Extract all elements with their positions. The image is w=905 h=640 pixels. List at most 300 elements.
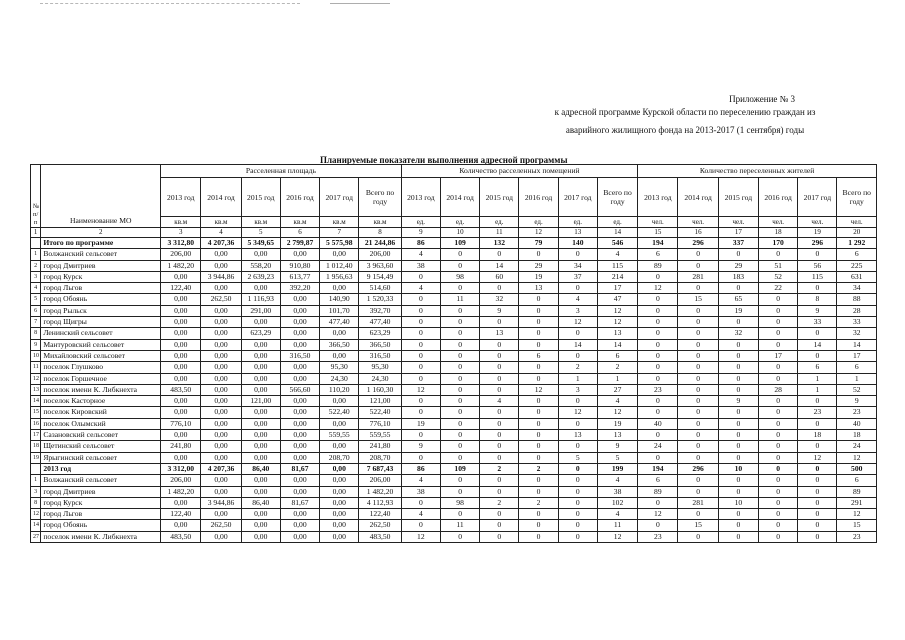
year-header: 2016 год [759, 178, 798, 217]
value-cell: 0 [638, 407, 678, 418]
year-header: Всего по году [359, 178, 401, 217]
value-cell: 0 [798, 249, 837, 260]
value-cell: 0 [440, 418, 479, 429]
value-cell: 281 [678, 271, 718, 282]
row-number: 7 [31, 317, 41, 328]
municipality-name: город Курск [41, 271, 161, 282]
value-cell: 4 [597, 475, 637, 486]
value-cell: 24 [837, 441, 877, 452]
value-cell: 33 [837, 317, 877, 328]
value-cell: 52 [759, 271, 798, 282]
unit-header: кв.м [280, 217, 319, 228]
value-cell: 140,90 [320, 294, 359, 305]
value-cell: 12 [798, 452, 837, 463]
column-number: 3 [161, 228, 201, 238]
value-cell: 0,00 [320, 497, 359, 508]
column-number: 17 [718, 228, 758, 238]
value-cell: 89 [638, 260, 678, 271]
value-cell: 0 [519, 407, 558, 418]
group-header: Расселенная площадь [161, 165, 402, 178]
table-row [31, 339, 877, 350]
municipality-name: город Дмитриев [41, 260, 161, 271]
value-cell: 0 [480, 362, 519, 373]
value-cell: 0 [558, 418, 597, 429]
value-cell: 0 [718, 509, 758, 520]
indicators-table [30, 164, 877, 543]
value-cell: 12 [401, 384, 440, 395]
value-cell: 0 [638, 294, 678, 305]
value-cell: 0,00 [201, 452, 241, 463]
table-row [31, 294, 877, 305]
value-cell: 206,00 [359, 475, 401, 486]
value-cell: 9 [837, 396, 877, 407]
value-cell: 8 [798, 294, 837, 305]
year-header: 2015 год [480, 178, 519, 217]
value-cell: 0 [798, 418, 837, 429]
unit-header: ед. [480, 217, 519, 228]
value-cell: 0,00 [280, 249, 319, 260]
value-cell: 0,00 [280, 294, 319, 305]
value-cell: 0 [759, 339, 798, 350]
value-cell: 0 [678, 475, 718, 486]
value-cell: 0 [480, 373, 519, 384]
value-cell: 115 [597, 260, 637, 271]
unit-header: чел. [837, 217, 877, 228]
value-cell: 27 [597, 384, 637, 395]
value-cell: 0 [759, 418, 798, 429]
value-cell: 392,20 [280, 283, 319, 294]
value-cell: 0 [440, 475, 479, 486]
row-number: 12 [31, 509, 41, 520]
unit-header: ед. [519, 217, 558, 228]
value-cell: 0,00 [241, 486, 280, 497]
value-cell: 0,00 [201, 509, 241, 520]
value-cell: 0 [798, 396, 837, 407]
value-cell: 0 [480, 339, 519, 350]
value-cell: 0,00 [201, 350, 241, 361]
municipality-name: город Дмитриев [41, 486, 161, 497]
value-cell: 0 [480, 249, 519, 260]
value-cell: 12 [519, 384, 558, 395]
year-header: 2017 год [798, 178, 837, 217]
value-cell: 206,00 [359, 249, 401, 260]
value-cell: 0 [718, 520, 758, 531]
row-number: 13 [31, 384, 41, 395]
value-cell: 102 [597, 497, 637, 508]
value-cell: 60 [480, 271, 519, 282]
value-cell: 0,00 [280, 475, 319, 486]
municipality-name: город Щигры [41, 317, 161, 328]
value-cell: 121,00 [359, 396, 401, 407]
value-cell: 0 [401, 350, 440, 361]
value-cell: 2 [597, 362, 637, 373]
value-cell: 0 [480, 384, 519, 395]
value-cell: 9 [718, 396, 758, 407]
value-cell: 0 [759, 475, 798, 486]
year-header: Всего по году [597, 178, 637, 217]
municipality-name: Щетинский сельсовет [41, 441, 161, 452]
row-number: 27 [31, 531, 41, 542]
value-cell: 566,60 [280, 384, 319, 395]
value-cell: 15 [678, 294, 718, 305]
table-row [31, 373, 877, 384]
column-number: 4 [201, 228, 241, 238]
municipality-name: поселок имени К. Либкнехта [41, 531, 161, 542]
value-cell: 0 [759, 520, 798, 531]
value-cell: 98 [440, 271, 479, 282]
value-cell: 296 [798, 238, 837, 249]
appendix-subtitle: к адресной программе Курской области по переселению граждан из [554, 106, 816, 117]
value-cell: 0 [440, 362, 479, 373]
value-cell: 0 [759, 452, 798, 463]
row-number: 1 [31, 249, 41, 260]
appendix-header [505, 94, 865, 137]
table-row [31, 531, 877, 542]
row-number: 17 [31, 430, 41, 441]
value-cell: 4 [401, 283, 440, 294]
value-cell: 0,00 [320, 486, 359, 497]
value-cell: 1 292 [837, 238, 877, 249]
value-cell: 0 [638, 271, 678, 282]
value-cell: 0 [558, 328, 597, 339]
value-cell: 0 [401, 305, 440, 316]
value-cell: 0 [558, 441, 597, 452]
municipality-name: поселок Олымский [41, 418, 161, 429]
value-cell: 110,20 [320, 384, 359, 395]
unit-header: чел. [638, 217, 678, 228]
value-cell: 0 [440, 486, 479, 497]
value-cell: 194 [638, 463, 678, 474]
value-cell: 0,00 [201, 384, 241, 395]
municipality-name: город Курск [41, 497, 161, 508]
value-cell: 0,00 [201, 328, 241, 339]
value-cell: 4 [597, 509, 637, 520]
value-cell: 95,30 [359, 362, 401, 373]
value-cell: 0,00 [241, 317, 280, 328]
value-cell: 281 [678, 497, 718, 508]
value-cell: 23 [837, 407, 877, 418]
value-cell: 199 [597, 463, 637, 474]
value-cell: 0 [638, 373, 678, 384]
value-cell: 0,00 [280, 418, 319, 429]
value-cell: 0 [480, 418, 519, 429]
value-cell: 0,00 [161, 452, 201, 463]
value-cell: 483,50 [359, 531, 401, 542]
value-cell: 0 [638, 317, 678, 328]
row-number: 3 [31, 486, 41, 497]
value-cell: 51 [759, 260, 798, 271]
municipality-name: поселок Касторное [41, 396, 161, 407]
row-number: 12 [31, 373, 41, 384]
value-cell: 0,00 [201, 373, 241, 384]
value-cell: 24,30 [359, 373, 401, 384]
value-cell: 6 [638, 475, 678, 486]
value-cell: 500 [837, 463, 877, 474]
value-cell: 0 [480, 486, 519, 497]
year-header: 2015 год [718, 178, 758, 217]
table-row [31, 238, 877, 249]
value-cell: 86,40 [241, 463, 280, 474]
value-cell: 0 [401, 339, 440, 350]
value-cell: 0,00 [320, 441, 359, 452]
value-cell: 0,00 [201, 249, 241, 260]
value-cell: 0 [798, 328, 837, 339]
value-cell: 86 [401, 238, 440, 249]
value-cell: 0 [678, 384, 718, 395]
value-cell: 483,50 [161, 384, 201, 395]
value-cell: 0 [798, 463, 837, 474]
value-cell: 0 [480, 441, 519, 452]
value-cell: 3 [558, 384, 597, 395]
value-cell: 262,50 [359, 520, 401, 531]
table-row [31, 520, 877, 531]
value-cell: 11 [440, 294, 479, 305]
value-cell: 14 [558, 339, 597, 350]
value-cell: 13 [597, 328, 637, 339]
value-cell: 115 [798, 271, 837, 282]
unit-header: ед. [401, 217, 440, 228]
value-cell: 5 349,65 [241, 238, 280, 249]
value-cell: 0 [440, 509, 479, 520]
table-row [31, 283, 877, 294]
value-cell: 776,10 [359, 418, 401, 429]
value-cell: 1 [798, 373, 837, 384]
value-cell: 0 [798, 283, 837, 294]
value-cell: 170 [759, 238, 798, 249]
value-cell: 0 [558, 283, 597, 294]
value-cell: 0 [558, 249, 597, 260]
row-number: 4 [31, 283, 41, 294]
value-cell: 0,00 [241, 283, 280, 294]
value-cell: 1 160,30 [359, 384, 401, 395]
value-cell: 5 [558, 452, 597, 463]
value-cell: 122,40 [161, 509, 201, 520]
value-cell: 0 [678, 396, 718, 407]
value-cell: 477,40 [359, 317, 401, 328]
value-cell: 0,00 [161, 497, 201, 508]
value-cell: 23 [638, 531, 678, 542]
value-cell: 81,67 [280, 497, 319, 508]
value-cell: 366,50 [359, 339, 401, 350]
value-cell: 0 [759, 463, 798, 474]
value-cell: 12 [597, 317, 637, 328]
value-cell: 0,00 [201, 407, 241, 418]
row-number: 16 [31, 418, 41, 429]
value-cell: 12 [597, 531, 637, 542]
value-cell: 12 [558, 317, 597, 328]
value-cell: 0 [401, 497, 440, 508]
group-header: Количество переселенных жителей [638, 165, 877, 178]
value-cell: 32 [837, 328, 877, 339]
municipality-name: Волжанский сельсовет [41, 249, 161, 260]
value-cell: 0 [638, 452, 678, 463]
value-cell: 214 [597, 271, 637, 282]
column-number: 5 [241, 228, 280, 238]
value-cell: 0 [440, 452, 479, 463]
value-cell: 14 [597, 339, 637, 350]
value-cell: 0 [401, 430, 440, 441]
value-cell: 0 [798, 497, 837, 508]
year-header: 2013 год [401, 178, 440, 217]
value-cell: 0,00 [201, 362, 241, 373]
value-cell: 4 [558, 294, 597, 305]
value-cell: 0 [678, 373, 718, 384]
value-cell: 546 [597, 238, 637, 249]
value-cell: 0 [401, 271, 440, 282]
value-cell: 0 [519, 339, 558, 350]
value-cell: 0 [798, 441, 837, 452]
value-cell: 0 [638, 520, 678, 531]
value-cell: 0 [718, 317, 758, 328]
value-cell: 0,00 [280, 328, 319, 339]
value-cell: 0,00 [161, 430, 201, 441]
value-cell: 1 956,63 [320, 271, 359, 282]
value-cell: 6 [519, 350, 558, 361]
value-cell: 4 [401, 249, 440, 260]
value-cell: 0 [718, 418, 758, 429]
value-cell: 18 [837, 430, 877, 441]
value-cell: 0,00 [201, 396, 241, 407]
value-cell: 6 [837, 475, 877, 486]
value-cell: 0 [519, 430, 558, 441]
row-number: 1 [31, 475, 41, 486]
value-cell: 17 [597, 283, 637, 294]
value-cell: 101,70 [320, 305, 359, 316]
year-header: 2016 год [280, 178, 319, 217]
value-cell: 0,00 [241, 430, 280, 441]
value-cell: 13 [597, 430, 637, 441]
value-cell: 0 [558, 520, 597, 531]
value-cell: 0,00 [320, 328, 359, 339]
value-cell: 0 [401, 407, 440, 418]
value-cell: 1 [558, 373, 597, 384]
value-cell: 22 [759, 283, 798, 294]
table-row [31, 463, 877, 474]
row-number: 3 [31, 271, 41, 282]
value-cell: 0 [759, 396, 798, 407]
value-cell: 0,00 [161, 520, 201, 531]
column-number: 10 [440, 228, 479, 238]
value-cell: 23 [798, 407, 837, 418]
value-cell: 0 [718, 283, 758, 294]
value-cell: 0 [440, 305, 479, 316]
value-cell: 3 944,86 [201, 271, 241, 282]
value-cell: 0 [480, 407, 519, 418]
value-cell: 34 [837, 283, 877, 294]
municipality-name: Сазановский сельсовет [41, 430, 161, 441]
value-cell: 0,00 [280, 441, 319, 452]
year-header: 2013 год [638, 178, 678, 217]
value-cell: 262,50 [201, 294, 241, 305]
unit-header: ед. [440, 217, 479, 228]
value-cell: 0 [519, 452, 558, 463]
value-cell: 316,50 [280, 350, 319, 361]
value-cell: 0 [440, 350, 479, 361]
value-cell: 140 [558, 238, 597, 249]
value-cell: 0 [480, 430, 519, 441]
value-cell: 0,00 [320, 249, 359, 260]
value-cell: 0 [519, 418, 558, 429]
value-cell: 0 [440, 317, 479, 328]
value-cell: 0 [519, 305, 558, 316]
value-cell: 291 [837, 497, 877, 508]
value-cell: 0 [519, 362, 558, 373]
value-cell: 13 [558, 430, 597, 441]
unit-header: ед. [597, 217, 637, 228]
value-cell: 0 [759, 430, 798, 441]
value-cell: 40 [638, 418, 678, 429]
value-cell: 0 [678, 249, 718, 260]
value-cell: 0 [759, 497, 798, 508]
table-row [31, 509, 877, 520]
unit-header: чел. [798, 217, 837, 228]
value-cell: 0,00 [201, 486, 241, 497]
value-cell: 2 [558, 362, 597, 373]
value-cell: 623,29 [241, 328, 280, 339]
column-number: 16 [678, 228, 718, 238]
unit-header: чел. [718, 217, 758, 228]
value-cell: 296 [678, 238, 718, 249]
value-cell: 183 [718, 271, 758, 282]
value-cell: 0 [440, 407, 479, 418]
value-cell: 0 [718, 249, 758, 260]
value-cell: 0,00 [161, 294, 201, 305]
table-row [31, 396, 877, 407]
value-cell: 0 [759, 407, 798, 418]
value-cell: 6 [638, 249, 678, 260]
row-number: 5 [31, 294, 41, 305]
table-row [31, 362, 877, 373]
value-cell: 0,00 [161, 271, 201, 282]
value-cell: 0,00 [280, 520, 319, 531]
value-cell: 0 [678, 350, 718, 361]
value-cell: 0,00 [241, 407, 280, 418]
value-cell: 0,00 [320, 531, 359, 542]
value-cell: 6 [597, 350, 637, 361]
column-number: 1 [31, 228, 41, 238]
municipality-name: Волжанский сельсовет [41, 475, 161, 486]
value-cell: 0 [678, 441, 718, 452]
value-cell: 0,00 [280, 452, 319, 463]
value-cell: 623,29 [359, 328, 401, 339]
value-cell: 558,20 [241, 260, 280, 271]
value-cell: 262,50 [201, 520, 241, 531]
value-cell: 0 [638, 305, 678, 316]
value-cell: 79 [519, 238, 558, 249]
value-cell: 17 [837, 350, 877, 361]
value-cell: 0 [558, 396, 597, 407]
unit-header: кв.м [320, 217, 359, 228]
table-row [31, 249, 877, 260]
value-cell: 0,00 [280, 430, 319, 441]
value-cell: 0,00 [241, 384, 280, 395]
value-cell: 0,00 [280, 362, 319, 373]
value-cell: 19 [519, 271, 558, 282]
unit-header: кв.м [201, 217, 241, 228]
value-cell: 0,00 [201, 339, 241, 350]
value-cell: 0,00 [161, 339, 201, 350]
value-cell: 0 [519, 486, 558, 497]
value-cell: 0 [440, 384, 479, 395]
column-number: 9 [401, 228, 440, 238]
value-cell: 2 [519, 463, 558, 474]
value-cell: 9 [597, 441, 637, 452]
value-cell: 56 [798, 260, 837, 271]
value-cell: 4 207,36 [201, 463, 241, 474]
value-cell: 0,00 [280, 509, 319, 520]
value-cell: 0 [718, 362, 758, 373]
value-cell: 21 244,86 [359, 238, 401, 249]
